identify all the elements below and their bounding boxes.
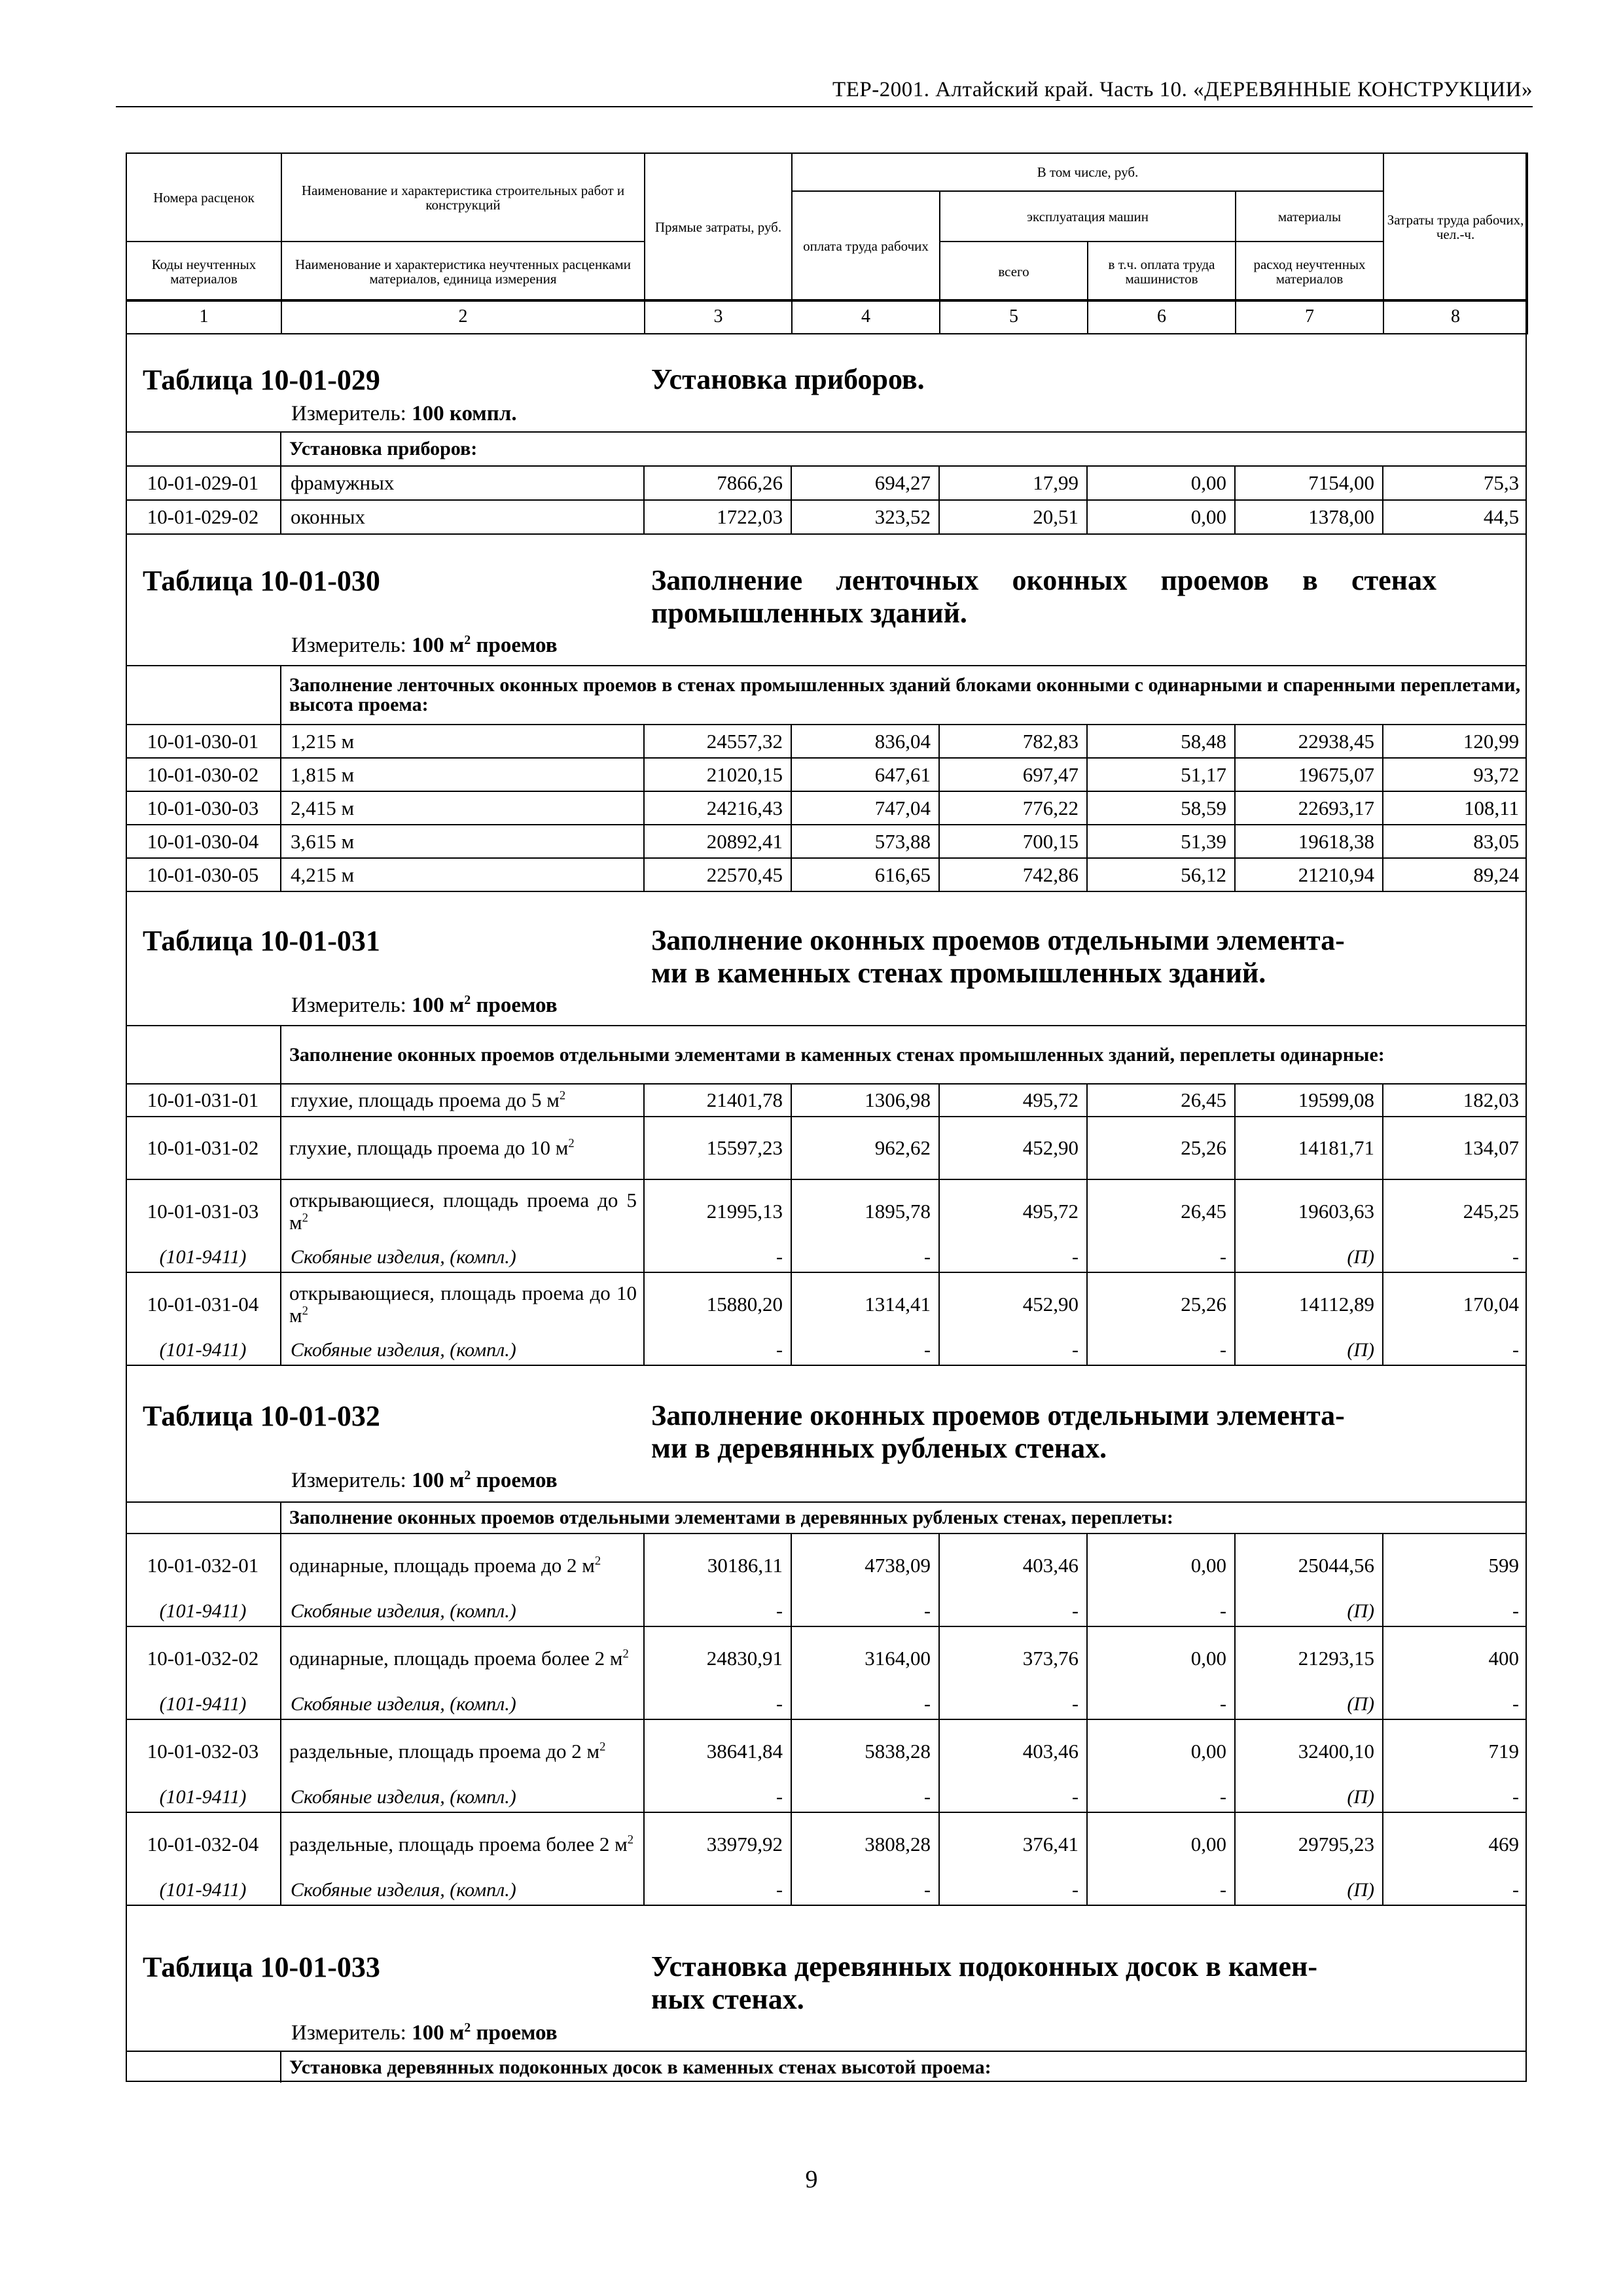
table-row: 10-01-030-02 1,815 м 21020,15 647,61 697,47 51,17 19675,07 93,72 [126, 758, 1527, 791]
table-row: 10-01-032-04 раздельные, площадь проема более 2 $м^2$ 33979,92 3808,28 376,41 0,00 29795,23 469 [126, 1812, 1527, 1875]
header-materials: материалы [1236, 191, 1383, 242]
header-labor-pay: оплата труда рабочих [792, 191, 940, 301]
table-row: 10-01-032-02 одинарные, площадь проема более 2 $м^2$ 24830,91 3164,00 373,76 0,00 21293,15 400 [126, 1626, 1527, 1689]
table-name: Установка деревянных подоконных досок в камен- ных стенах. [651, 1950, 1318, 2015]
table-row: 10-01-032-03 раздельные, площадь проема до 2 $м^2$ 38641,84 5838,28 403,46 0,00 32400,10 719 [126, 1719, 1527, 1782]
table-title: Таблица 10-01-030 [143, 565, 380, 597]
group-heading: Заполнение оконных проемов отдельными элементами в деревянных рубленых стенах, переплеты: [281, 1502, 1527, 1534]
header-labor-hours: Затраты труда рабочих, чел.-ч. [1383, 153, 1527, 301]
table-row: 10-01-030-04 3,615 м 20892,41 573,88 700,15 51,39 19618,38 83,05 [126, 825, 1527, 858]
table-measure: Измеритель: 100 $м^2$ проемов [291, 993, 558, 1017]
table-row: 10-01-030-05 4,215 м 22570,45 616,65 742,86 56,12 21210,94 89,24 [126, 858, 1527, 891]
table-subrow: (101-9411) Скобяные изделия, (компл.) - - - - (П) - [126, 1596, 1527, 1626]
table-title: Таблица 10-01-029 [143, 364, 380, 396]
col-number: 8 [1383, 300, 1527, 334]
column-header-table [126, 152, 1528, 302]
table-row: 10-01-029-01 фрамужных 7866,26 694,27 17,99 0,00 7154,00 75,3 [126, 466, 1527, 500]
group-heading: Заполнение ленточных оконных проемов в стенах промышленных зданий блоками оконными с одинарными и спаренными переплетами, высота проема: [281, 666, 1527, 725]
col-number: 2 [281, 300, 645, 334]
table-measure: Измеритель: 100 $м^2$ проемов [291, 1468, 558, 1492]
col-number: 7 [1236, 300, 1383, 334]
table-032 [126, 1501, 1527, 1906]
table-row: 10-01-030-03 2,415 м 24216,43 747,04 776,22 58,59 22693,17 108,11 [126, 791, 1527, 825]
table-measure: Измеритель: 100 $м^2$ проемов [291, 633, 558, 657]
header-machinist-pay: в т.ч. оплата труда машинистов [1088, 242, 1236, 301]
table-033 [126, 2051, 1527, 2083]
table-row: 10-01-031-03 открывающиеся, площадь проема до 5 $м^2$ 21995,13 1895,78 495,72 26,45 19603,63 245,25 [126, 1179, 1527, 1242]
group-heading: Заполнение оконных проемов отдельными элементами в каменных стенах промышленных зданий, переплеты одинарные: [281, 1026, 1527, 1084]
table-030 [126, 665, 1527, 892]
table-row: 10-01-031-04 открывающиеся, площадь проема до 10 $м^2$ 15880,20 1314,41 452,90 25,26 14112,89 170,04 [126, 1272, 1527, 1335]
table-subrow: (101-9411) Скобяные изделия, (компл.) - - - - (П) - [126, 1782, 1527, 1812]
header-work-name: Наименование и характеристика строительных работ и конструкций [281, 153, 645, 242]
group-heading: Установка приборов: [281, 432, 1527, 466]
header-rate-numbers: Номера расценок [126, 153, 281, 242]
col-number: 6 [1088, 300, 1236, 334]
column-number-row [126, 299, 1528, 334]
table-029 [126, 431, 1527, 535]
table-subrow: (101-9411) Скобяные изделия, (компл.) - - - - (П) - [126, 1689, 1527, 1719]
col-number: 3 [645, 300, 792, 334]
table-title: Таблица 10-01-032 [143, 1400, 380, 1432]
header-machines: эксплуатация машин [940, 191, 1236, 242]
col-number: 4 [792, 300, 940, 334]
page-number: 9 [805, 2166, 818, 2193]
header-including: В том числе, руб. [792, 153, 1383, 191]
header-material-name: Наименование и характеристика неучтенных расценками материалов, единица измерения [281, 242, 645, 301]
header-material-codes: Коды неучтенных материалов [126, 242, 281, 301]
table-031 [126, 1025, 1527, 1366]
table-name: Установка приборов. [651, 363, 925, 395]
header-material-consumption: расход неучтенных материалов [1236, 242, 1383, 301]
table-subrow: (101-9411) Скобяные изделия, (компл.) - - - - (П) - [126, 1875, 1527, 1905]
table-row: 10-01-029-02 оконных 1722,03 323,52 20,51 0,00 1378,00 44,5 [126, 500, 1527, 534]
table-row: 10-01-030-01 1,215 м 24557,32 836,04 782,83 58,48 22938,45 120,99 [126, 725, 1527, 758]
table-title: Таблица 10-01-031 [143, 925, 380, 957]
col-number: 5 [940, 300, 1088, 334]
table-row: 10-01-031-01 глухие, площадь проема до 5 $м^2$ 21401,78 1306,98 495,72 26,45 19599,08 182,03 [126, 1084, 1527, 1117]
table-row: 10-01-031-02 глухие, площадь проема до 10 $м^2$ 15597,23 962,62 452,90 25,26 14181,71 134,07 [126, 1117, 1527, 1179]
table-name: Заполнение оконных проемов отдельными элемента- ми в каменных стенах промышленных зданий. [651, 924, 1345, 989]
table-name: Заполнение ленточных оконных проемов в стенах промышленных зданий. [651, 564, 1436, 629]
col-number: 1 [126, 300, 281, 334]
table-measure: Измеритель: 100 компл. [291, 402, 517, 425]
table-subrow: (101-9411) Скобяные изделия, (компл.) - - - - (П) - [126, 1242, 1527, 1272]
running-header [116, 48, 1533, 107]
running-title: ТЕР-2001. Алтайский край. Часть 10. «ДЕРЕВЯННЫЕ КОНСТРУКЦИИ» [832, 78, 1533, 101]
table-name: Заполнение оконных проемов отдельными элемента- ми в деревянных рубленых стенах. [651, 1399, 1345, 1464]
table-title: Таблица 10-01-033 [143, 1951, 380, 1983]
table-row: 10-01-032-01 одинарные, площадь проема до 2 $м^2$ 30186,11 4738,09 403,46 0,00 25044,56 599 [126, 1534, 1527, 1596]
header-direct-costs: Прямые затраты, руб. [645, 153, 792, 301]
table-subrow: (101-9411) Скобяные изделия, (компл.) - - - - (П) - [126, 1335, 1527, 1365]
table-measure: Измеритель: 100 $м^2$ проемов [291, 2020, 558, 2045]
group-heading: Установка деревянных подоконных досок в каменных стенах высотой проема: [281, 2051, 1527, 2083]
header-machines-total: всего [940, 242, 1088, 301]
